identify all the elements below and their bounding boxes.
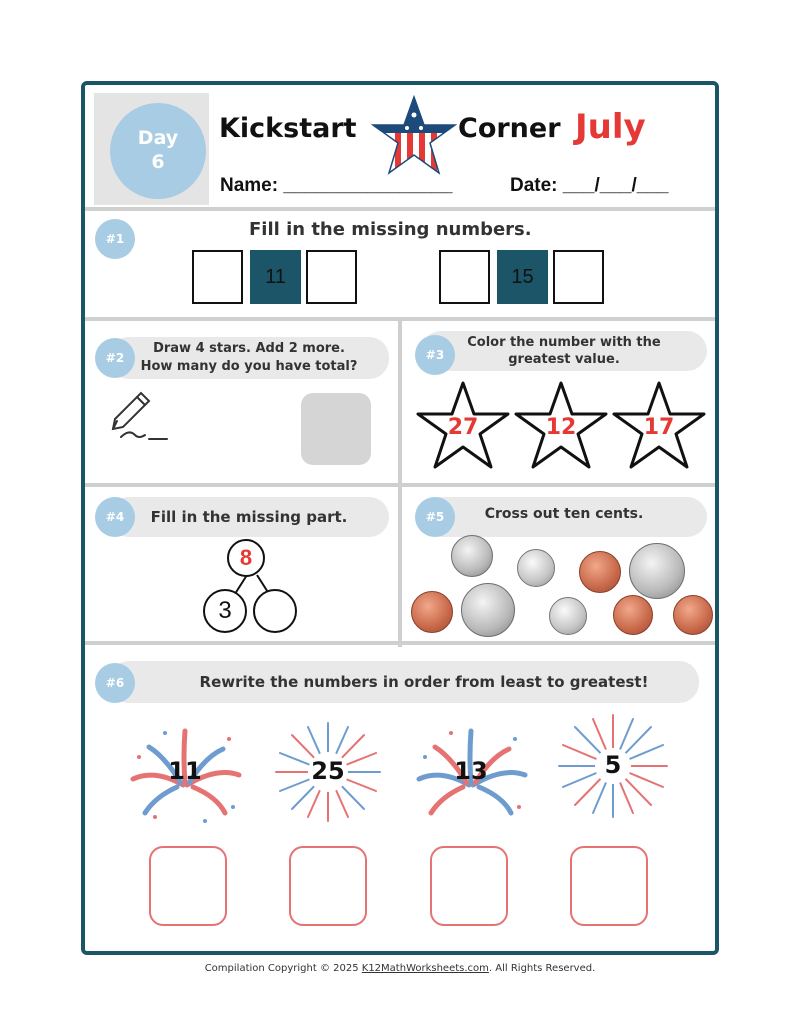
question-3-prompt <box>421 331 707 371</box>
missing-number-box[interactable] <box>306 250 357 304</box>
firework <box>125 717 245 827</box>
number-bond-missing-part[interactable] <box>253 589 297 633</box>
question-5-badge: #5 <box>415 497 455 537</box>
number-bond-part: 3 <box>203 589 247 633</box>
question-2-prompt <box>109 337 389 379</box>
number-star[interactable] <box>611 379 707 471</box>
flag-star-icon <box>371 95 457 177</box>
title-corner: Corner <box>458 113 561 144</box>
order-answer-box[interactable] <box>570 846 648 926</box>
number-star[interactable] <box>513 379 609 471</box>
nickel-coin[interactable] <box>461 583 515 637</box>
penny-coin[interactable] <box>613 595 653 635</box>
name-field[interactable]: Name: ________________ <box>220 175 453 196</box>
footer-prefix: Compilation Copyright © 2025 <box>204 963 362 974</box>
question-3-badge: #3 <box>415 335 455 375</box>
divider <box>85 207 715 211</box>
pencil-icon <box>107 381 173 447</box>
order-answer-box[interactable] <box>149 846 227 926</box>
date-field[interactable]: Date: ___/___/___ <box>510 175 669 196</box>
title-month: July <box>575 107 646 147</box>
footer-link[interactable]: K12MathWorksheets.com <box>361 963 489 974</box>
dime-coin[interactable] <box>549 597 587 635</box>
divider <box>85 641 715 645</box>
order-answer-box[interactable] <box>289 846 367 926</box>
star-number: 17 <box>643 415 675 440</box>
question-3-line-1: Color the number with the <box>467 335 661 350</box>
missing-number-box[interactable] <box>439 250 490 304</box>
header <box>85 85 715 209</box>
question-4-badge: #4 <box>95 497 135 537</box>
question-1-title: Fill in the missing numbers. <box>249 219 532 240</box>
star-number: 12 <box>545 415 577 440</box>
question-6-badge: #6 <box>95 663 135 703</box>
given-number-box: 11 <box>250 250 301 304</box>
firework <box>268 717 388 827</box>
footer <box>0 963 800 974</box>
footer-suffix: . All Rights Reserved. <box>488 963 596 974</box>
title-kickstart: Kickstart <box>219 113 357 144</box>
nickel-coin[interactable] <box>629 543 685 599</box>
firework <box>411 717 531 827</box>
star-number: 27 <box>447 415 479 440</box>
order-answer-box[interactable] <box>430 846 508 926</box>
question-2-badge: #2 <box>95 338 135 378</box>
nickel-coin[interactable] <box>451 535 493 577</box>
worksheet <box>81 81 719 955</box>
missing-number-box[interactable] <box>553 250 604 304</box>
firework-number: 5 <box>604 751 622 779</box>
missing-number-box[interactable] <box>192 250 243 304</box>
answer-box[interactable] <box>301 393 371 465</box>
question-4-prompt: Fill in the missing part. <box>109 497 389 537</box>
number-bond-whole: 8 <box>227 539 265 577</box>
day-label: Day <box>137 127 179 149</box>
given-number-box: 15 <box>497 250 548 304</box>
day-number: 6 <box>151 151 165 173</box>
question-6-prompt: Rewrite the numbers in order from least to greatest! <box>109 661 699 703</box>
day-box <box>94 93 209 205</box>
penny-coin[interactable] <box>579 551 621 593</box>
divider <box>85 483 715 487</box>
firework-number: 13 <box>454 757 488 785</box>
question-3-line-2: greatest value. <box>508 352 620 367</box>
question-1-badge: #1 <box>95 219 135 259</box>
day-badge <box>110 103 206 199</box>
question-5-prompt: Cross out ten cents. <box>421 497 707 537</box>
firework-number: 11 <box>168 757 202 785</box>
question-2-line-1: Draw 4 stars. Add 2 more. <box>153 341 345 356</box>
divider <box>398 317 402 647</box>
penny-coin[interactable] <box>673 595 713 635</box>
question-2-line-2: How many do you have total? <box>140 359 358 374</box>
firework <box>553 711 673 821</box>
number-star[interactable] <box>415 379 511 471</box>
dime-coin[interactable] <box>517 549 555 587</box>
firework-number: 25 <box>311 757 345 785</box>
penny-coin[interactable] <box>411 591 453 633</box>
